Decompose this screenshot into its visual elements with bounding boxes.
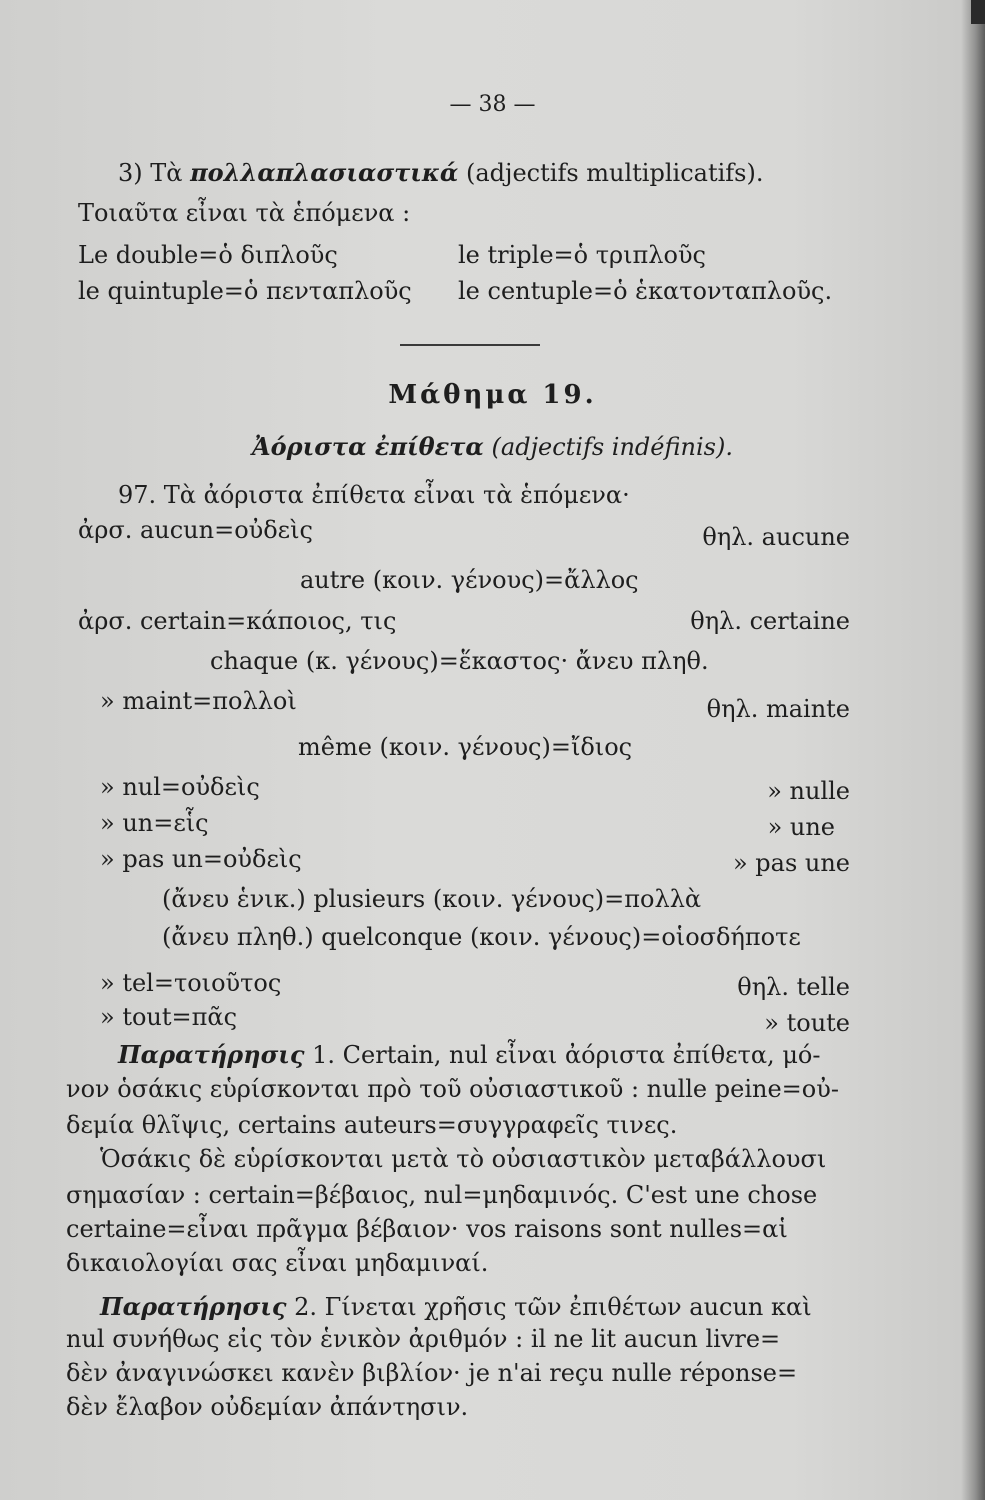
remark1-label: Παρατήρησις xyxy=(118,1040,305,1069)
entry-pasun-right: » pas une xyxy=(732,849,850,877)
remark1-line4: Ὁσάκις δὲ εὑρίσκονται μετὰ τὸ οὐσιαστικὸν μεταβάλλουσι xyxy=(100,1145,827,1173)
entry-aucun-right: θηλ. aucune xyxy=(702,523,850,551)
page-edge-shadow xyxy=(961,0,985,1500)
entry-autre: autre (κοιν. γένους)=ἄλλος xyxy=(300,566,639,594)
entry-certain-left: ἀρσ. certain=κάποιος, τις xyxy=(78,607,397,635)
remark1-line1: Παρατήρησις 1. Certain, nul εἶναι ἀόριστα ἐπίθετα, μό- xyxy=(118,1040,821,1069)
section-divider xyxy=(400,344,540,346)
entry-maint-left: » maint=πολλοὶ xyxy=(100,687,297,715)
remark1-line5: σημασίαν : certain=βέβαιος, nul=μηδαμινός. C'est une chose xyxy=(66,1181,818,1209)
section3-heading: 3) Τὰ πολλαπλασιαστικά (adjectifs multiplicatifs). xyxy=(118,158,764,187)
remark1-line2: νον ὁσάκις εὑρίσκονται πρὸ τοῦ οὐσιαστικοῦ : nulle peine=οὐ- xyxy=(66,1075,839,1103)
entry-nul-right: » nulle xyxy=(767,777,850,805)
entry-quelconque: (ἄνευ πληθ.) quelconque (κοιν. γένους)=οἱοσδήποτε xyxy=(162,923,801,951)
entry-tout-right: » toute xyxy=(764,1009,850,1037)
remark1-line6: certaine=εἶναι πρᾶγμα βέβαιον· vos raisons sont nulles=αἱ xyxy=(66,1215,788,1243)
remark1-line3: δεμία θλῖψις, certains auteurs=συγγραφεῖς τινες. xyxy=(66,1111,678,1139)
remark1-line7: δικαιολογίαι σας εἶναι μηδαμιναί. xyxy=(66,1249,489,1277)
section3-intro: Τοιαῦτα εἶναι τὰ ἑπόμενα : xyxy=(78,199,411,227)
entry-tel-left: » tel=τοιοῦτος xyxy=(100,969,282,997)
entry-chaque: chaque (κ. γένους)=ἕκαστος· ἄνευ πληθ. xyxy=(210,647,709,675)
entry-un-right: » une xyxy=(767,813,835,841)
lesson-subtitle: Ἀόριστα ἐπίθετα (adjectifs indéfinis). xyxy=(252,432,733,461)
pair-left-1: Le double=ὁ διπλοῦς xyxy=(78,241,338,269)
entry-plusieurs: (ἄνευ ἑνικ.) plusieurs (κοιν. γένους)=πολλὰ xyxy=(162,885,702,913)
pair-right-1: le triple=ὁ τριπλοῦς xyxy=(458,241,706,269)
entry-pasun-left: » pas un=οὐδεὶς xyxy=(100,845,302,873)
remark2-line4: δὲν ἔλαβον οὐδεμίαν ἀπάντησιν. xyxy=(66,1393,469,1421)
pair-right-2: le centuple=ὁ ἑκατονταπλοῦς. xyxy=(458,277,833,305)
section3-term: πολλαπλασιαστικά xyxy=(190,158,459,187)
paragraph-97: 97. Τὰ ἀόριστα ἐπίθετα εἶναι τὰ ἑπόμενα· xyxy=(118,481,630,509)
entry-nul-left: » nul=οὐδεὶς xyxy=(100,773,260,801)
entry-tel-right: θηλ. telle xyxy=(737,973,850,1001)
remark2-line1: Παρατήρησις 2. Γίνεται χρῆσις τῶν ἐπιθέτων aucun καὶ xyxy=(100,1292,812,1321)
remark2-line2: nul συνήθως εἰς τὸν ἑνικὸν ἀριθμόν : il ne lit aucun livre= xyxy=(66,1325,781,1353)
entry-certain-right: θηλ. certaine xyxy=(690,607,850,635)
lesson-title: Μάθημα 19. xyxy=(388,380,597,410)
entry-un-left: » un=εἷς xyxy=(100,809,209,837)
corner-mark xyxy=(971,0,985,24)
entry-meme: même (κοιν. γένους)=ἴδιος xyxy=(298,733,633,761)
entry-aucun-left: ἀρσ. aucun=οὐδεὶς xyxy=(78,516,313,544)
entry-maint-right: θηλ. mainte xyxy=(706,695,850,723)
page-number: — 38 — xyxy=(449,92,536,117)
remark2-line3: δὲν ἀναγινώσκει κανὲν βιβλίον· je n'ai reçu nulle réponse= xyxy=(66,1359,798,1387)
pair-left-2: le quintuple=ὁ πενταπλοῦς xyxy=(78,277,412,305)
remark2-label: Παρατήρησις xyxy=(100,1292,287,1321)
entry-tout-left: » tout=πᾶς xyxy=(100,1003,238,1031)
